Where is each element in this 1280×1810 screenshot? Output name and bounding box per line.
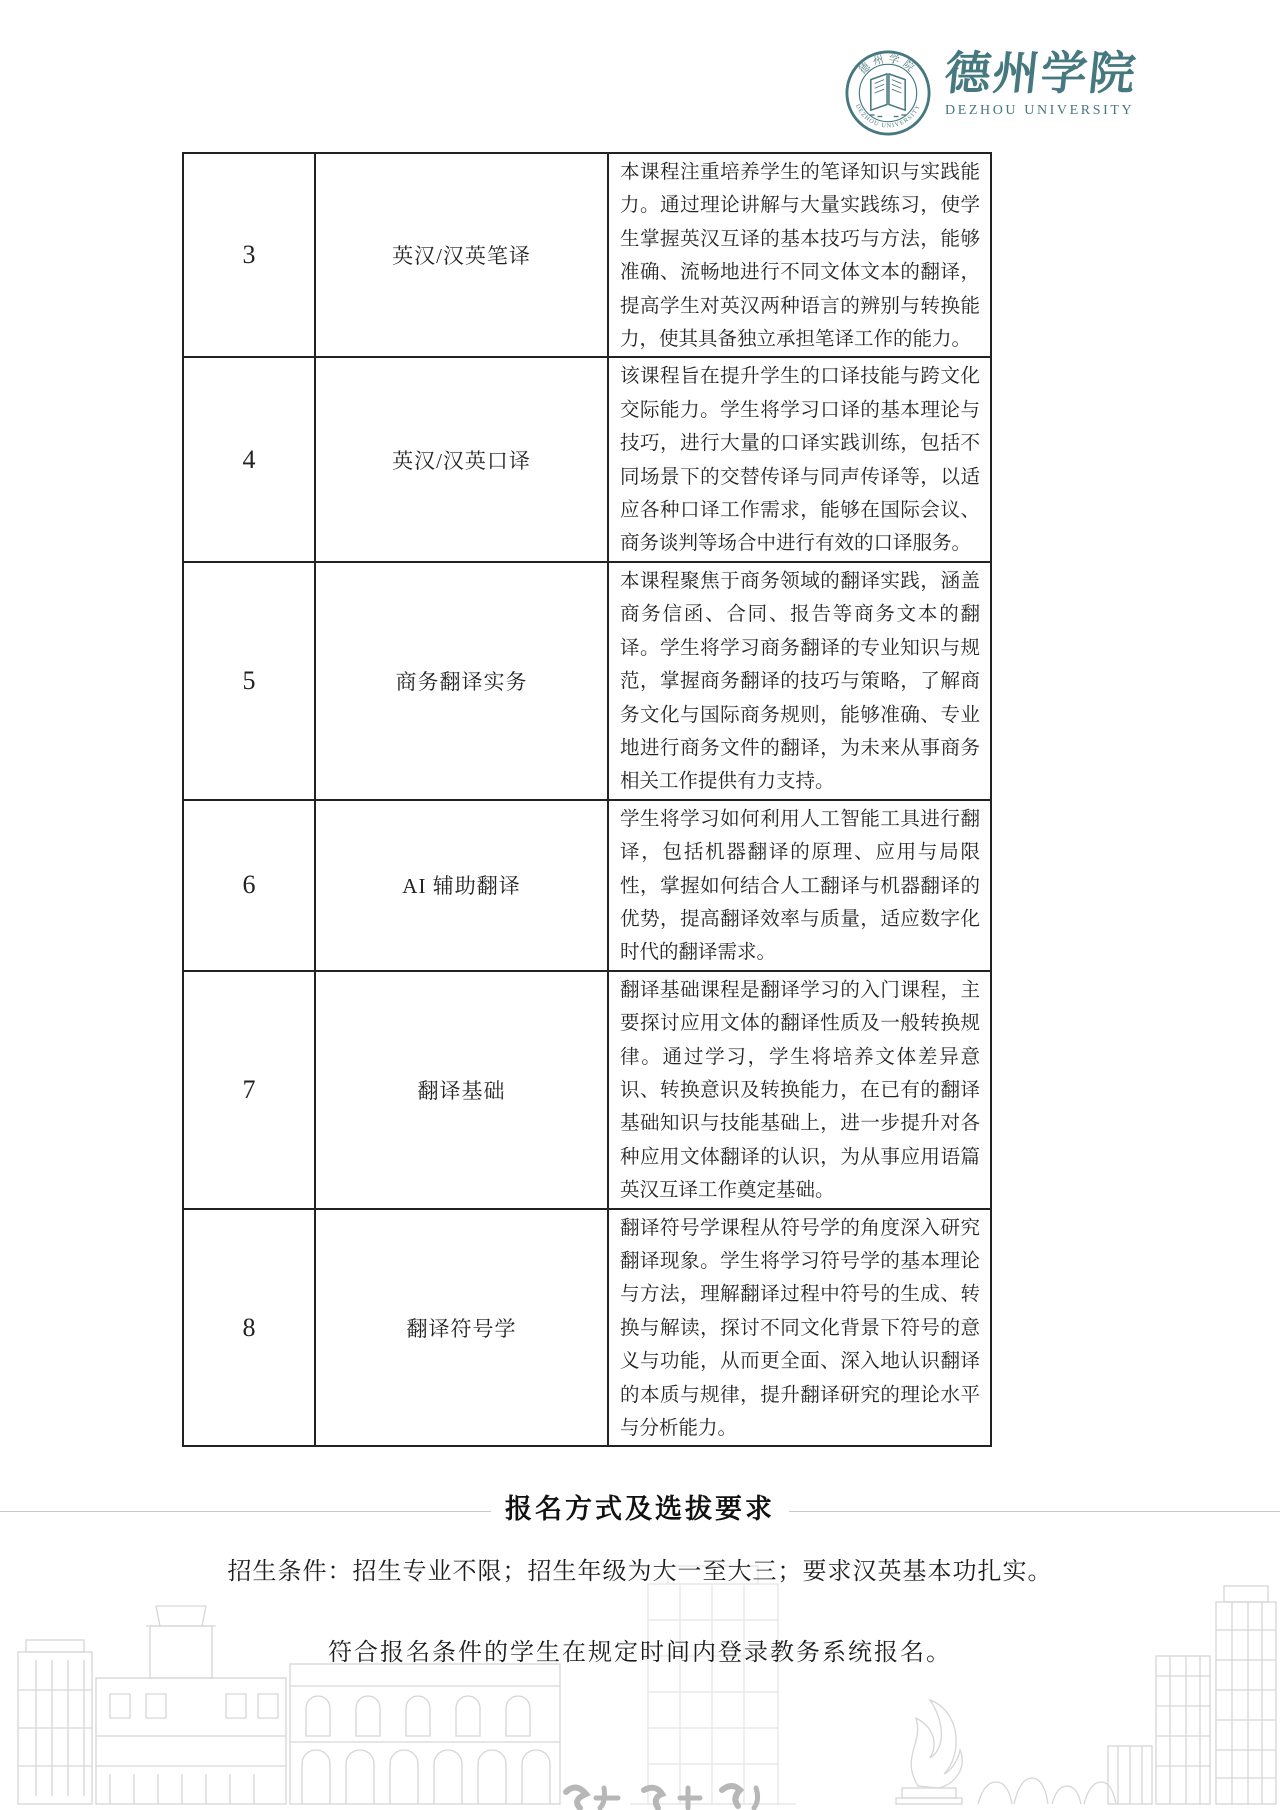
seal-top-text: 德州学院 xyxy=(857,53,919,77)
central-building-sketch xyxy=(630,1566,796,1804)
course-description: 本课程聚焦于商务领域的翻译实践，涵盖商务信函、合同、报告等商务文本的翻译。学生将学习商务翻译的专业知识与规范，掌握商务翻译的技巧与策略，了解商务文化与国际商务规则，能够准确、专业地进行商务文件的翻译，为未来从事商务相关工作提供有力支持。 xyxy=(608,562,991,800)
table-row xyxy=(183,971,991,1209)
course-name: 翻译基础 xyxy=(315,971,608,1209)
table-row xyxy=(183,562,991,800)
course-table xyxy=(182,152,992,1447)
course-name: 商务翻译实务 xyxy=(315,562,608,800)
campus-watermark xyxy=(0,1560,1280,1810)
seal-dashes xyxy=(870,115,906,117)
course-name: AI 辅助翻译 xyxy=(315,800,608,971)
header-logo xyxy=(845,48,1140,130)
section-heading: 报名方式及选拔要求 xyxy=(491,1487,789,1526)
university-seal-icon xyxy=(845,50,931,136)
course-number: 5 xyxy=(183,562,315,800)
course-description: 本课程注重培养学生的笔译知识与实践能力。通过理论讲解与大量实践练习，使学生掌握英汉互译的基本技巧与方法，能够准确、流畅地进行不同文体文本的翻译，提高学生对英汉两种语言的辨别与转换能力，使其具备独立承担笔译工作的能力。 xyxy=(608,153,991,357)
seal-bottom-text: DEZHOU UNIVERSITY xyxy=(853,103,923,130)
course-number: 8 xyxy=(183,1209,315,1447)
course-name: 翻译符号学 xyxy=(315,1209,608,1447)
course-description: 学生将学习如何利用人工智能工具进行翻译，包括机器翻译的原理、应用与局限性，掌握如何结合人工翻译与机器翻译的优势，提高翻译效率与质量，适应数字化时代的翻译需求。 xyxy=(608,800,991,971)
calligraphy-marks xyxy=(566,1786,758,1808)
table-row xyxy=(183,800,991,971)
course-description: 该课程旨在提升学生的口译技能与跨文化交际能力。学生将学习口译的基本理论与技巧，进行大量的口译实践训练，包括不同场景下的交替传译与同声传译等，以适应各种口译工作需求，能够在国际会议、商务谈判等场合中进行有效的口译服务。 xyxy=(608,357,991,561)
course-number: 4 xyxy=(183,357,315,561)
course-number: 7 xyxy=(183,971,315,1209)
enrollment-conditions-line: 招生条件：招生专业不限；招生年级为大一至大三；要求汉英基本功扎实。 xyxy=(227,1559,1053,1585)
course-description: 翻译基础课程是翻译学习的入门课程，主要探讨应用文体的翻译性质及一般转换规律。通过学习，学生将培养文体差异意识、转换意识及转换能力，在已有的翻译基础知识与技能基础上，进一步提升对各种应用文体翻译的认识，为从事应用语篇英汉互译工作奠定基础。 xyxy=(608,971,991,1209)
book-icon xyxy=(871,74,905,110)
table-row xyxy=(183,153,991,357)
university-name-cn: 德州学院 xyxy=(942,48,1140,99)
table-row xyxy=(183,357,991,561)
registration-instruction-line: 符合报名条件的学生在规定时间内登录教务系统报名。 xyxy=(328,1640,952,1666)
course-name: 英汉/汉英笔译 xyxy=(315,153,608,357)
course-number: 3 xyxy=(183,153,315,357)
table-row xyxy=(183,1209,991,1447)
course-name: 英汉/汉英口译 xyxy=(315,357,608,561)
course-description: 翻译符号学课程从符号学的角度深入研究翻译现象。学生将学习符号学的基本理论与方法，理解翻译过程中符号的生成、转换与解读，探讨不同文化背景下符号的意义与功能，从而更全面、深入地认识翻译的本质与规律，提升翻译研究的理论水平与分析能力。 xyxy=(608,1209,991,1447)
course-number: 6 xyxy=(183,800,315,971)
svg-text:德州学院 xyxy=(856,52,919,77)
wordmark xyxy=(942,48,1140,119)
university-name-en: DEZHOU UNIVERSITY xyxy=(945,103,1135,118)
